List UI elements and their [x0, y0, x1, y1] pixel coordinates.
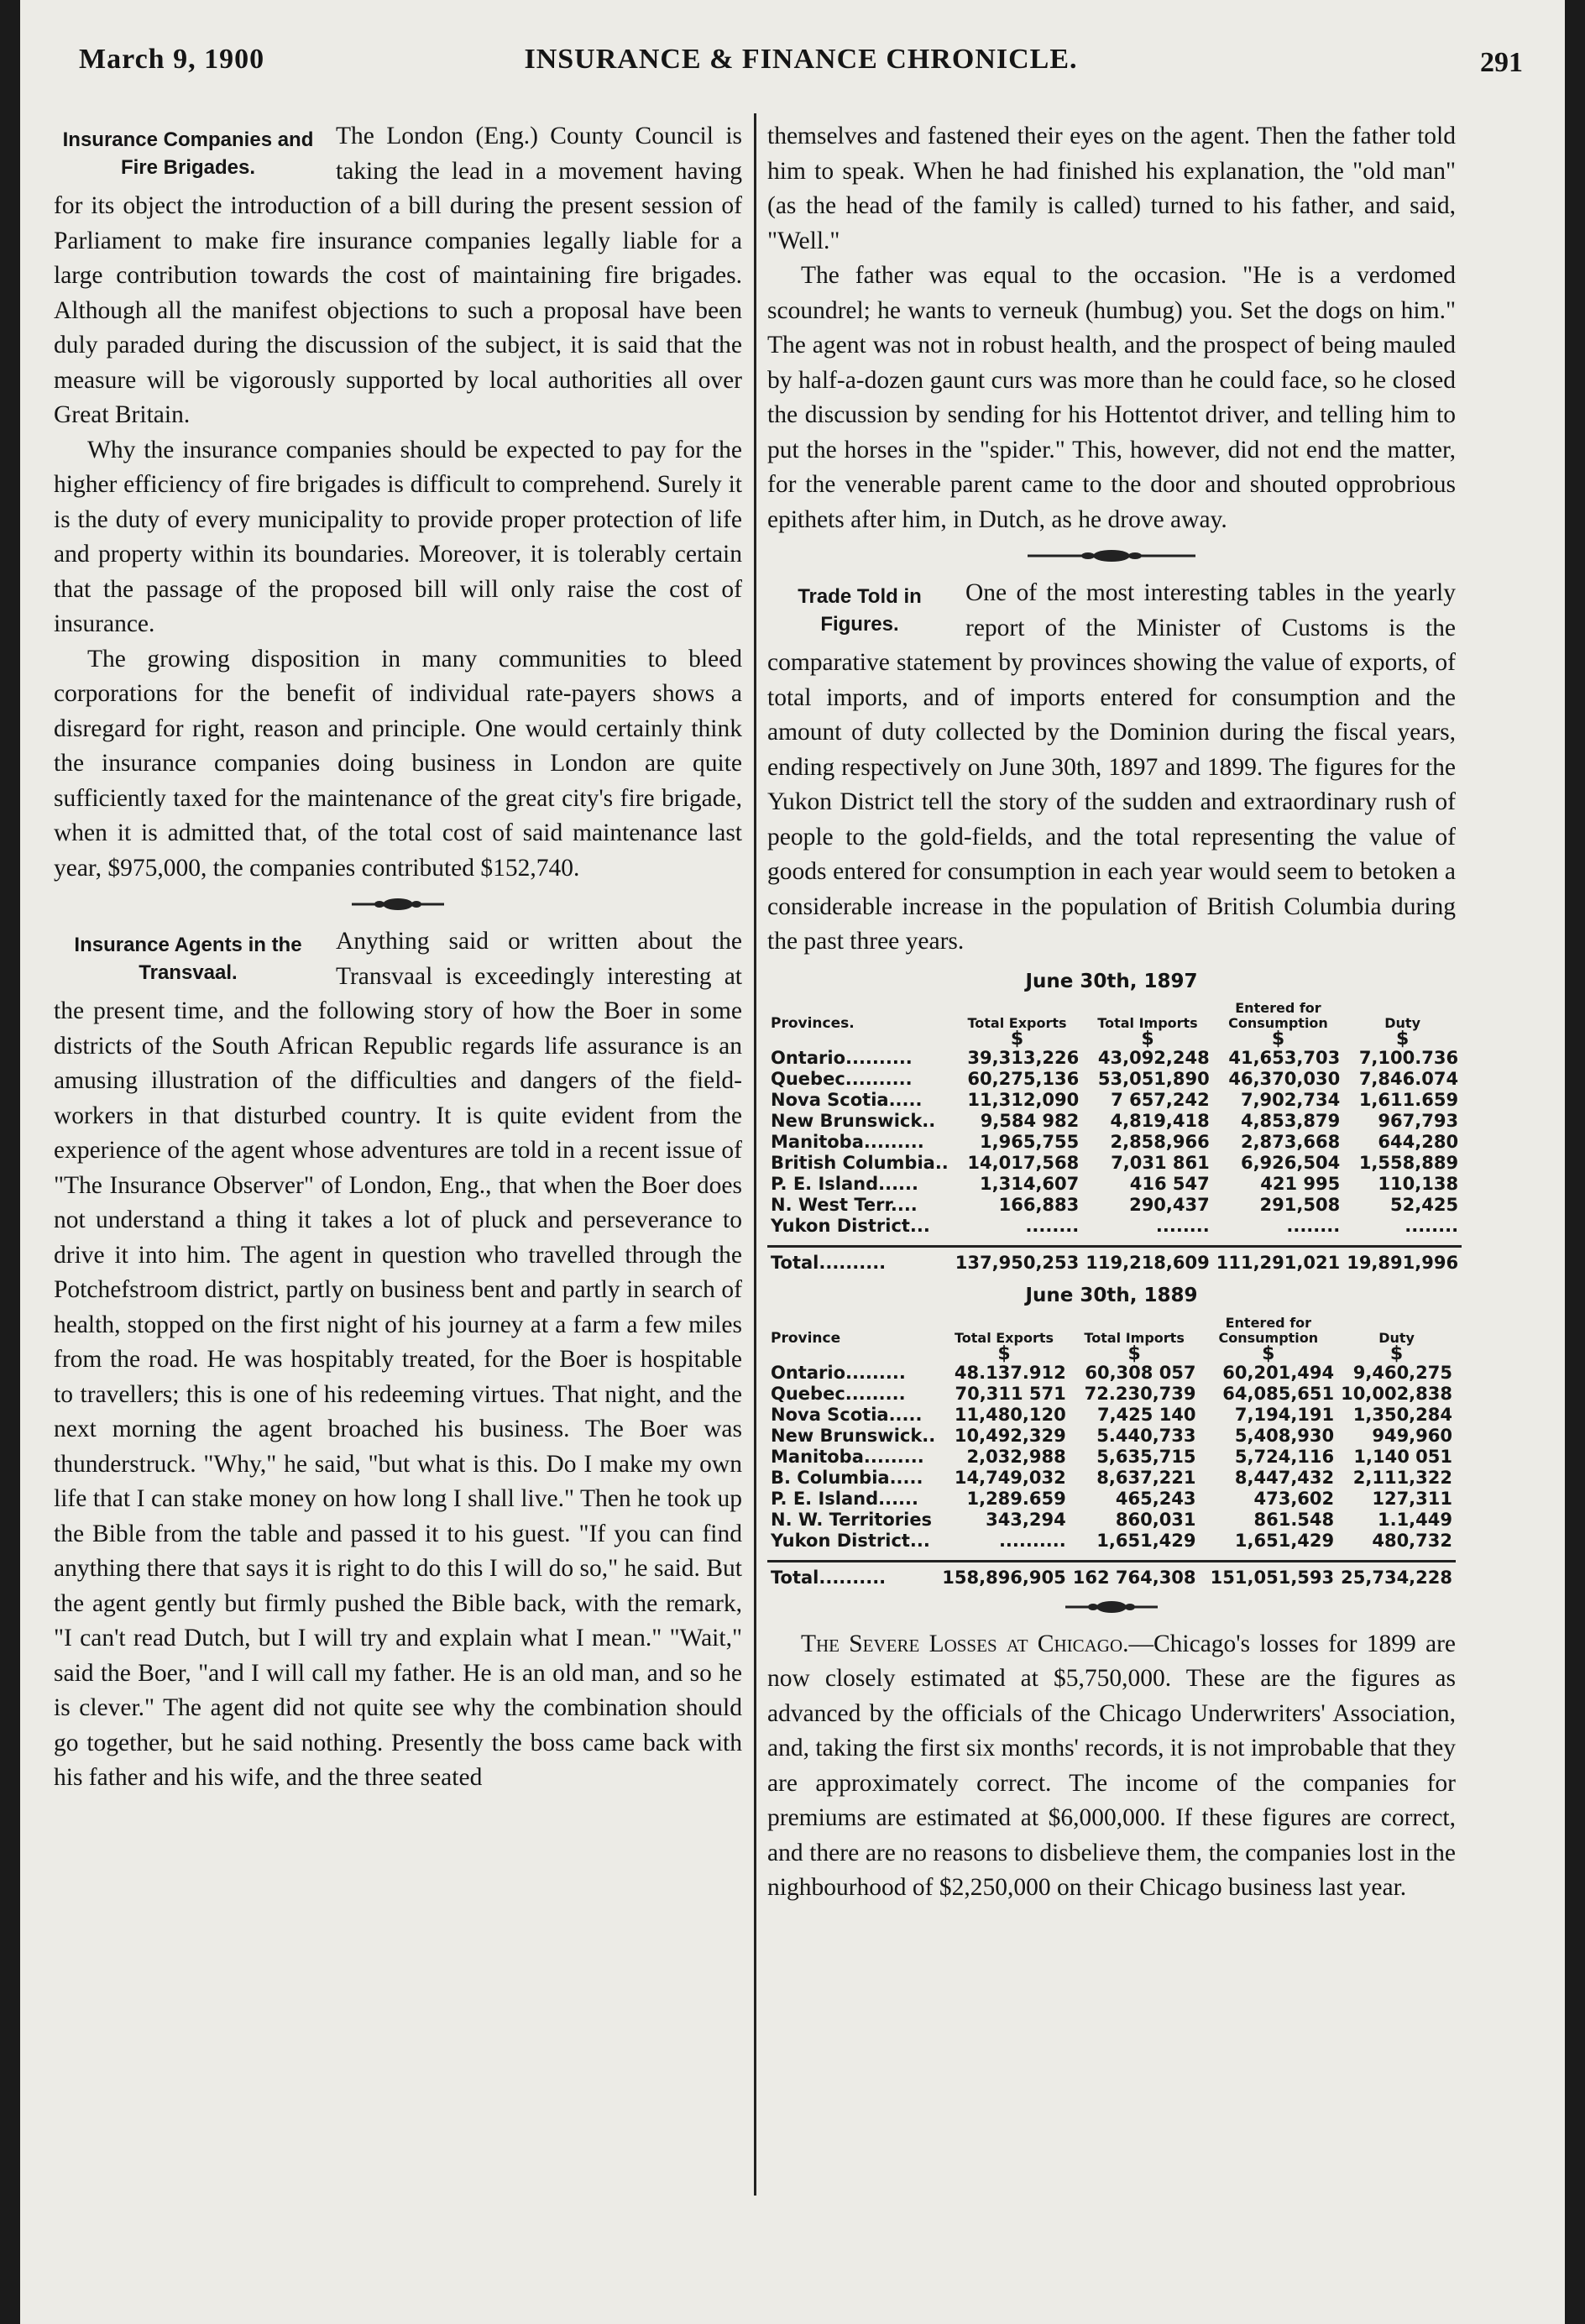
- total-value: 151,051,593: [1210, 1567, 1335, 1588]
- table-row: [767, 1195, 1462, 1216]
- table-row: [767, 1468, 1456, 1489]
- table-cell: 7 657,242: [1111, 1090, 1210, 1110]
- table-row: [767, 1153, 1462, 1174]
- column-header: Total Exports: [967, 1015, 1067, 1031]
- rule-cell: [1337, 1552, 1456, 1562]
- paragraph: The London (Eng.) County Council is taking the lead in a movement having for its object the introduction of a bill during the present session of Parliament to make fire insurance companies legally liable for a large contribution towards the cost of maintaining fire brigades. Although all the manifest objections to such a proposal have been duly paraded during the discussion of the subject, it is said that the measure will be vigorously supported by local authorities all over Great Britain.: [54, 123, 742, 428]
- province-name: P. E. Island......: [771, 1174, 918, 1194]
- table-cell: 60,275,136: [967, 1069, 1080, 1089]
- total-value: 111,291,021: [1216, 1253, 1341, 1273]
- total-rule: [767, 1237, 1462, 1247]
- table-cell: 7,194,191: [1234, 1404, 1335, 1425]
- table-cell: 7,902,734: [1240, 1090, 1341, 1110]
- currency-symbol: $: [997, 1343, 1011, 1364]
- table-cell: 949,960: [1372, 1425, 1452, 1446]
- table-cell: 343,294: [986, 1509, 1066, 1530]
- paragraph: The growing disposition in many communities to bleed corporations for the benefit of individual rate-payers shows a disregard for right, reason and principle. One would certainly think the insurance companies doing business in London are quite sufficiently taxed for the maintenance of the great city's fire brigade, when it is admitted that, of the total cost of said maintenance last year, $975,000, the companies contributed $152,740.: [54, 645, 742, 882]
- table-cell: 861.548: [1253, 1509, 1335, 1530]
- table-row: [767, 1531, 1456, 1552]
- table-cell: 1,314,607: [980, 1174, 1080, 1194]
- table-cell: 64,085,651: [1222, 1383, 1335, 1404]
- paragraph: themselves and fastened their eyes on the agent. Then the father told him to speak. When he had finished his explanation, the "old man" (as the head of the family is called) turned to his father, and said, "Well.": [767, 123, 1456, 254]
- publication-title: INSURANCE & FINANCE CHRONICLE.: [524, 44, 1078, 75]
- table-cell: 644,280: [1378, 1132, 1459, 1152]
- table-row: [767, 1132, 1462, 1153]
- province-name: New Brunswick..: [771, 1425, 936, 1446]
- paragraph-chicago-losses: [767, 1627, 1456, 1906]
- table-cell: 1,651,429: [1234, 1530, 1335, 1551]
- table-row: [767, 1489, 1456, 1510]
- paragraph: Why the insurance companies should be expected to pay for the higher efficiency of fire brigades is difficult to comprehend. Surely it is the duty of every municipality to provide proper protection of life and property within its boundaries. Moreover, it is tolerably certain that the passage of the proposed bill will only raise the cost of insurance.: [54, 436, 742, 637]
- table-cell: ........: [1025, 1216, 1080, 1236]
- table-cell: 967,793: [1378, 1111, 1459, 1131]
- table-cell: 4,853,879: [1240, 1111, 1341, 1131]
- ornament-divider: [767, 1589, 1456, 1627]
- table-cell: 291,508: [1259, 1195, 1341, 1215]
- table-cell: 5,408,930: [1234, 1425, 1335, 1446]
- paragraph-body: —Chicago's losses for 1899 are now closely estimated at $5,750,000. These are the figures as advanced by the officials of the Chicago Underwriters' Association, and, taking the first six months' records, it is not improbable that they are approximately correct. The income of the companies for premiums are estimated at $6,000,000. If these figures are correct, and there are no reasons to disbelieve them, the companies lost in the nighbourhood of $2,250,000 on their Chicago business last year.: [767, 1630, 1456, 1901]
- currency-row: [767, 1346, 1456, 1363]
- table-cell: 1,611.659: [1358, 1090, 1459, 1110]
- rule-cell: [1082, 1237, 1212, 1247]
- total-value: 158,896,905: [942, 1567, 1066, 1588]
- paragraph: Anything said or written about the Transvaal is exceedingly interesting at the present time, and the following story of how the Boer in some districts of the South African Republic regards life assurance is an amusing illustration of the difficulties and dangers of the field-workers in that disturbed country. It is quite evident from the experience of the agent whose adventures are told in a recent issue of "The Insurance Observer" of London, Eng., that when the Boer does not understand a thing it takes a lot of pluck and perseverance to drive it into him. The agent in question who travelled through the Potchefstroom district, partly on business bent and partly in search of health, stopped on the first night of his journey at a farm a few miles from the road. He was hospitably treated, for the Boer is hospitable to travellers; this is one of his redeeming virtues. That night, and the next morning the agent broached his business. The Boer was thunderstruck. "Why," he said, "but what is this. Do I make my own life that I can stake money on how long I shall live." Then he took up the Bible from the table and passed it to his guest. "If you can find anything there that says it is right to do this I will do so," he said. But the agent gently but firmly pushed the Bible back, with the remark, "I can't read Dutch, but I will try and explain what I mean." "Wait," said the Boer, "and I will call my father. He is an old man, and so he is clever." The agent did not quite see why the combination should go together, but he said nothing. Presently the boss came back with his father and his wife, and the three seated: [54, 928, 742, 1791]
- table-header-row: [767, 1316, 1456, 1346]
- table-row: [767, 1069, 1462, 1090]
- currency-symbol: $: [1127, 1343, 1141, 1364]
- table-cell: 2,032,988: [966, 1446, 1066, 1467]
- province-name: New Brunswick..: [771, 1111, 936, 1131]
- paragraph: One of the most interesting tables in the yearly report of the Minister of Customs is the comparative statement by provinces showing the value of exports, of total imports, and of imports entered for consumption and the amount of duty collected by the Dominion during the fiscal years, ending respectively on June 30th, 1897 and 1899. The figures for the Yukon District tell the story of the sudden and extraordinary rush of people to the gold-fields, and the total representing the value of goods entered for consumption in each year would seem to betoken a considerable increase in the population of British Columbia during the past three years.: [767, 579, 1456, 955]
- table-cell: 70,311 571: [955, 1383, 1066, 1404]
- table-header-row: [767, 1001, 1462, 1031]
- table-cell: 39,313,226: [967, 1048, 1080, 1068]
- province-name: British Columbia..: [771, 1153, 949, 1173]
- currency-symbol: [767, 1346, 939, 1363]
- table-cell: 41,653,703: [1228, 1048, 1341, 1068]
- page-header: [79, 35, 1523, 86]
- table-cell: ........: [1286, 1216, 1341, 1236]
- table-cell: 14,749,032: [954, 1467, 1066, 1488]
- province-name: Ontario.........: [771, 1362, 906, 1383]
- table-caption-1897: June 30th, 1897: [1025, 970, 1198, 992]
- table-row: [767, 1510, 1456, 1531]
- table-cell: 4,819,418: [1110, 1111, 1210, 1131]
- table-cell: ........: [1155, 1216, 1210, 1236]
- table-cell: 14,017,568: [967, 1153, 1080, 1173]
- run-in-heading: The Severe Losses at Chicago.: [801, 1630, 1129, 1657]
- table-cell: 11,480,120: [954, 1404, 1066, 1425]
- table-cell: ........: [1405, 1216, 1459, 1236]
- table-cell: 60,308 057: [1085, 1362, 1196, 1383]
- table-cell: 480,732: [1372, 1530, 1452, 1551]
- paragraph: The father was equal to the occasion. "He is a verdomed scoundrel; he wants to verneuk (humbug) you. Set the dogs on him." The agent was not in robust health, and the prospect of being mauled by half-a-dozen gaunt curs was more than he could face, so he closed the discussion by sending for his Hottentot driver, and telling him to put the horses in the "spider." This, however, did not end the matter, for the venerable parent came to the door and shouted opprobrious epithets after him, in Dutch, as he drove away.: [767, 262, 1456, 533]
- rule-cell: [1200, 1552, 1338, 1562]
- table-row: [767, 1111, 1462, 1132]
- table-cell: 166,883: [998, 1195, 1080, 1215]
- table-cell: 1,965,755: [980, 1132, 1080, 1152]
- total-row: [767, 1247, 1462, 1275]
- province-name: P. E. Island......: [771, 1488, 918, 1509]
- right-column: [767, 119, 1459, 1906]
- trade-table-1889: [767, 1316, 1456, 1589]
- table-cell: 7,846.074: [1358, 1069, 1459, 1089]
- table-row: [767, 1090, 1462, 1111]
- province-name: Quebec.........: [771, 1383, 906, 1404]
- rule-cell: [767, 1552, 939, 1562]
- page-number: 291: [1480, 47, 1523, 78]
- total-value: 119,218,609: [1085, 1253, 1210, 1273]
- table-cell: 110,138: [1378, 1174, 1459, 1194]
- table-cell: 6,926,504: [1240, 1153, 1341, 1173]
- table-cell: 416 547: [1129, 1174, 1210, 1194]
- table-cell: 8,637,221: [1096, 1467, 1196, 1488]
- table-cell: 48.137.912: [954, 1362, 1066, 1383]
- currency-symbol: $: [1262, 1343, 1275, 1364]
- total-row: [767, 1561, 1456, 1589]
- table-row: [767, 1048, 1462, 1069]
- total-label: Total..........: [771, 1567, 887, 1588]
- table-cell: 2,111,322: [1352, 1467, 1452, 1488]
- table-row: [767, 1174, 1462, 1195]
- province-name: Nova Scotia.....: [771, 1404, 923, 1425]
- table-cell: 421 995: [1260, 1174, 1341, 1194]
- table-cell: 10,002,838: [1341, 1383, 1452, 1404]
- rule-cell: [767, 1237, 952, 1247]
- table-cell: 2,858,966: [1110, 1132, 1210, 1152]
- table-cell: 473,602: [1253, 1488, 1335, 1509]
- table-row: [767, 1216, 1462, 1237]
- currency-symbol: $: [1395, 1029, 1410, 1049]
- currency-symbol: $: [1389, 1343, 1404, 1364]
- table-row: [767, 1405, 1456, 1426]
- province-name: Ontario..........: [771, 1048, 913, 1068]
- column-header: Duty: [1384, 1015, 1420, 1031]
- rule-cell: [939, 1552, 1069, 1562]
- table-caption-1889: June 30th, 1889: [1025, 1285, 1198, 1306]
- rule-cell: [952, 1237, 1082, 1247]
- table-cell: 7,100.736: [1358, 1048, 1459, 1068]
- column-header: Total Imports: [1084, 1329, 1185, 1346]
- table-cell: 1,350,284: [1352, 1404, 1452, 1425]
- table-cell: 5.440,733: [1096, 1425, 1196, 1446]
- table-row: [767, 1363, 1456, 1384]
- trade-table-1897: [767, 1001, 1462, 1274]
- province-name: B. Columbia.....: [771, 1467, 923, 1488]
- table-cell: 9,584 982: [980, 1111, 1080, 1131]
- table-cell: 5,724,116: [1234, 1446, 1335, 1467]
- table-cell: 10,492,329: [954, 1425, 1066, 1446]
- table-cell: 60,201,494: [1222, 1362, 1335, 1383]
- newspaper-page: [20, 0, 1565, 2324]
- table-cell: 5,635,715: [1096, 1446, 1196, 1467]
- currency-symbol: $: [1141, 1029, 1154, 1049]
- left-column: [54, 119, 742, 1796]
- province-name: Manitoba.........: [771, 1132, 924, 1152]
- province-name: Manitoba.........: [771, 1446, 924, 1467]
- province-name: Nova Scotia.....: [771, 1090, 923, 1110]
- total-rule: [767, 1552, 1456, 1562]
- table-cell: 8,447,432: [1234, 1467, 1335, 1488]
- table-cell: 290,437: [1129, 1195, 1210, 1215]
- column-header: Entered for Consumption: [1228, 1000, 1328, 1031]
- table-cell: 72.230,739: [1084, 1383, 1196, 1404]
- province-name: N. West Terr....: [771, 1195, 918, 1215]
- table-cell: ..........: [998, 1530, 1066, 1551]
- issue-date: March 9, 1900: [79, 44, 265, 75]
- table-cell: 1,558,889: [1358, 1153, 1459, 1173]
- table-cell: 43,092,248: [1097, 1048, 1210, 1068]
- table-cell: 46,370,030: [1228, 1069, 1341, 1089]
- column-header: Province: [771, 1329, 841, 1347]
- column-header: Duty: [1378, 1329, 1415, 1346]
- sidehead-trade-figures: Trade Told in Figures.: [798, 585, 922, 636]
- table-cell: 53,051,890: [1097, 1069, 1210, 1089]
- ornament-divider: [54, 886, 742, 924]
- province-name: Quebec..........: [771, 1069, 913, 1089]
- currency-symbol: $: [1271, 1029, 1285, 1049]
- table-cell: 1,289.659: [966, 1488, 1066, 1509]
- table-cell: 7,031 861: [1111, 1153, 1210, 1173]
- table-cell: 1.1,449: [1377, 1509, 1452, 1530]
- table-cell: 7,425 140: [1096, 1404, 1196, 1425]
- sidehead-fire-brigades: Insurance Companies and Fire Brigades.: [62, 128, 314, 179]
- column-header: Total Imports: [1097, 1015, 1198, 1031]
- province-name: Yukon District...: [771, 1216, 930, 1236]
- column-header: Total Exports: [954, 1329, 1054, 1346]
- table-cell: 52,425: [1390, 1195, 1459, 1215]
- table-cell: 11,312,090: [967, 1090, 1080, 1110]
- total-label: Total..........: [771, 1253, 887, 1273]
- column-divider: [754, 113, 756, 2196]
- total-value: 25,734,228: [1341, 1567, 1452, 1588]
- table-cell: 860,031: [1115, 1509, 1196, 1530]
- currency-symbol: [767, 1031, 952, 1048]
- total-value: 137,950,253: [955, 1253, 1080, 1273]
- currency-row: [767, 1031, 1462, 1048]
- table-cell: 2,873,668: [1240, 1132, 1341, 1152]
- table-cell: 9,460,275: [1352, 1362, 1452, 1383]
- table-cell: 1,140 051: [1353, 1446, 1452, 1467]
- rule-cell: [1070, 1552, 1200, 1562]
- province-name: Yukon District...: [771, 1530, 930, 1551]
- rule-cell: [1343, 1237, 1462, 1247]
- province-name: N. W. Territories: [771, 1509, 933, 1530]
- column-header: Provinces.: [771, 1015, 855, 1032]
- rule-cell: [1213, 1237, 1343, 1247]
- table-cell: 127,311: [1372, 1488, 1452, 1509]
- sidehead-transvaal: Insurance Agents in the Transvaal.: [74, 934, 302, 984]
- column-header: Entered for Consumption: [1218, 1314, 1319, 1346]
- table-row: [767, 1384, 1456, 1405]
- table-row: [767, 1447, 1456, 1468]
- currency-symbol: $: [1010, 1029, 1024, 1049]
- table-row: [767, 1426, 1456, 1447]
- total-value: 19,891,996: [1347, 1253, 1459, 1273]
- ornament-divider: [767, 537, 1456, 576]
- table-cell: 1,651,429: [1096, 1530, 1196, 1551]
- table-cell: 465,243: [1115, 1488, 1196, 1509]
- total-value: 162 764,308: [1072, 1567, 1196, 1588]
